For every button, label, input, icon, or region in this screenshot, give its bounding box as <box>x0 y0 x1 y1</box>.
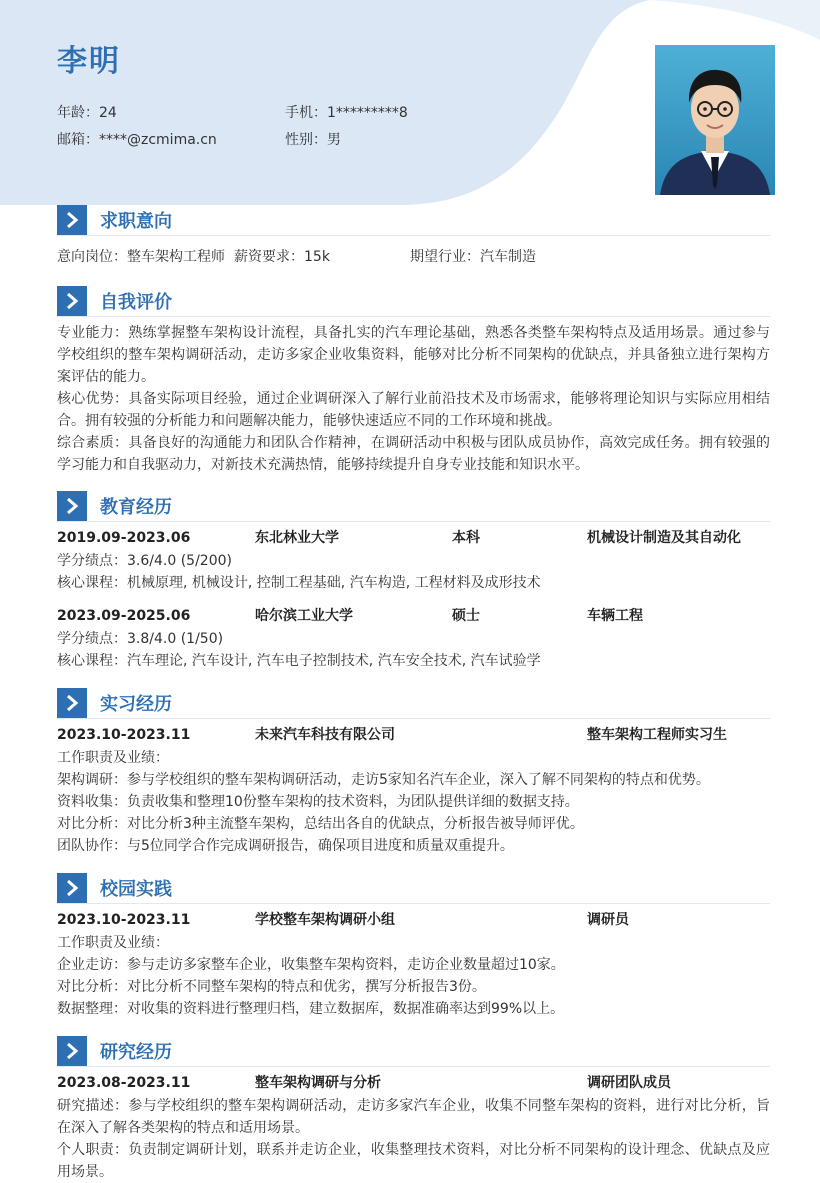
gender-info: 性别：男 <box>285 132 341 148</box>
campus-line: 工作职责及业绩： <box>57 935 169 951</box>
campus-line: 对比分析：对比分析不同整车架构的特点和优劣，撰写分析报告3份。 <box>57 979 486 995</box>
campus-role: 调研员 <box>587 912 629 928</box>
section-research <box>57 1035 770 1183</box>
chevron-right-icon <box>57 873 87 903</box>
research-project: 整车架构调研与分析 <box>255 1075 381 1091</box>
research-paragraph: 个人职责：负责制定调研计划，联系并走访企业，收集整理技术资料，对比分析不同架构的设计理念、优缺点及应用场景。 <box>57 1142 770 1180</box>
section-title: 自我评价 <box>100 292 172 313</box>
chevron-right-icon <box>57 205 87 235</box>
intent-industry: 期望行业：汽车制造 <box>410 249 536 265</box>
chevron-right-icon <box>57 688 87 718</box>
edu-gpa: 学分绩点：3.8/4.0 (1/50) <box>57 631 224 647</box>
edu-major: 车辆工程 <box>587 608 643 624</box>
edu-courses: 核心课程：机械原理, 机械设计, 控制工程基础, 汽车构造, 工程材料及成形技术 <box>57 575 541 591</box>
section-internship <box>57 687 770 857</box>
education-entry <box>57 604 770 672</box>
campus-date: 2023.10-2023.11 <box>57 912 191 928</box>
section-title: 教育经历 <box>100 497 172 518</box>
edu-courses: 核心课程：汽车理论, 汽车设计, 汽车电子控制技术, 汽车安全技术, 汽车试验学 <box>57 653 541 669</box>
campus-line: 数据整理：对收集的资料进行整理归档，建立数据库，数据准确率达到99%以上。 <box>57 1001 565 1017</box>
self-paragraph: 核心优势：具备实际项目经验，通过企业调研深入了解行业前沿技术及市场需求，能够将理论知识与实际应用相结合。拥有较强的分析能力和问题解决能力，能够快速适应不同的工作环境和挑战。 <box>57 391 770 429</box>
section-campus-practice <box>57 872 770 1020</box>
intern-line: 资料收集：负责收集和整理10份整车架构的技术资料，为团队提供详细的数据支持。 <box>57 794 579 810</box>
intern-company: 未来汽车科技有限公司 <box>255 727 395 743</box>
edu-degree: 硕士 <box>452 608 480 624</box>
education-entry <box>57 526 770 594</box>
research-paragraph: 研究描述：参与学校组织的整车架构调研活动，走访多家汽车企业，收集不同整车架构的资料，进行对比分析，旨在深入了解各类架构的特点和适用场景。 <box>57 1098 770 1136</box>
edu-date: 2019.09-2023.06 <box>57 530 191 546</box>
section-title: 实习经历 <box>100 694 172 715</box>
intern-role: 整车架构工程师实习生 <box>587 727 727 743</box>
edu-degree: 本科 <box>452 530 480 546</box>
edu-date: 2023.09-2025.06 <box>57 608 191 624</box>
section-self-evaluation <box>57 285 770 476</box>
candidate-name: 李明 <box>57 44 121 79</box>
section-title: 研究经历 <box>100 1042 172 1063</box>
edu-major: 机械设计制造及其自动化 <box>587 530 741 546</box>
section-title: 校园实践 <box>100 879 172 900</box>
research-date: 2023.08-2023.11 <box>57 1075 191 1091</box>
self-paragraph: 综合素质：具备良好的沟通能力和团队合作精神，在调研活动中积极与团队成员协作，高效完成任务。拥有较强的学习能力和自我驱动力，对新技术充满热情，能够持续提升自身专业技能和知识水平。 <box>57 435 770 473</box>
edu-school: 哈尔滨工业大学 <box>255 608 353 624</box>
chevron-right-icon <box>57 1036 87 1066</box>
intern-line: 工作职责及业绩： <box>57 750 169 766</box>
chevron-right-icon <box>57 491 87 521</box>
campus-line: 企业走访：参与走访多家整车企业，收集整车架构资料，走访企业数量超过10家。 <box>57 957 565 973</box>
section-education <box>57 490 770 672</box>
edu-gpa: 学分绩点：3.6/4.0 (5/200) <box>57 553 232 569</box>
self-paragraph: 专业能力：熟练掌握整车架构设计流程，具备扎实的汽车理论基础，熟悉各类整车架构特点及适用场景。通过参与学校组织的整车架构调研活动，走访多家企业收集资料，能够对比分析不同架构的优缺点，并具备独立进行架构方案评估的能力。 <box>57 325 770 385</box>
intent-position: 意向岗位：整车架构工程师 <box>57 249 225 265</box>
intent-salary: 薪资要求：15k <box>234 249 330 265</box>
edu-school: 东北林业大学 <box>255 530 339 546</box>
intern-line: 对比分析：对比分析3种主流整车架构，总结出各自的优缺点，分析报告被导师评优。 <box>57 816 584 832</box>
email-info: 邮箱：****@zcmima.cn <box>57 132 217 148</box>
intern-line: 团队协作：与5位同学合作完成调研报告，确保项目进度和质量双重提升。 <box>57 838 514 854</box>
section-job-intent <box>57 204 770 268</box>
age-info: 年龄：24 <box>57 105 117 121</box>
phone-info: 手机：1*********8 <box>285 105 408 121</box>
section-title: 求职意向 <box>100 211 172 232</box>
intern-date: 2023.10-2023.11 <box>57 727 191 743</box>
intern-line: 架构调研：参与学校组织的整车架构调研活动，走访5家知名汽车企业，深入了解不同架构的特点和优势。 <box>57 772 710 788</box>
chevron-right-icon <box>57 286 87 316</box>
campus-org: 学校整车架构调研小组 <box>255 912 395 928</box>
profile-photo <box>655 45 775 195</box>
research-role: 调研团队成员 <box>587 1075 671 1091</box>
